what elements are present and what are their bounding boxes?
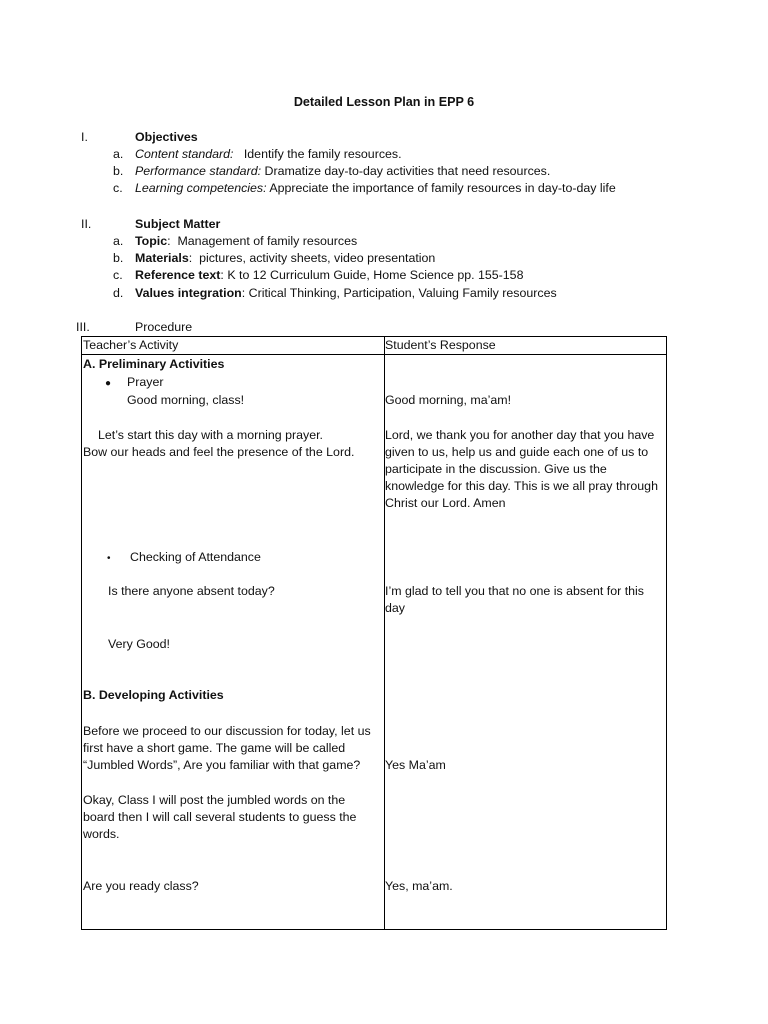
objective-item	[135, 163, 550, 180]
section-numeral-objectives: I.	[81, 130, 88, 144]
student-line: Yes, ma’am.	[385, 879, 453, 893]
subject-label: Values integration	[135, 286, 242, 300]
section-heading-subject: Subject Matter	[135, 217, 221, 231]
subject-item	[135, 267, 523, 284]
objective-letter: c.	[113, 181, 123, 195]
teacher-prayer-item: Prayer	[127, 375, 164, 389]
teacher-line: Are you ready class?	[83, 879, 199, 893]
teacher-line: first have a short game. The game will be called	[83, 741, 346, 755]
teacher-prelim-heading: A. Preliminary Activities	[83, 357, 225, 371]
teacher-line: Let’s start this day with a morning prayer.	[98, 428, 323, 442]
teacher-line: Before we proceed to our discussion for today, let us	[83, 724, 371, 738]
subject-text: Management of family resources	[177, 234, 358, 248]
subject-letter: a.	[113, 234, 124, 248]
teacher-line: board then I will call several students to guess the	[83, 810, 357, 824]
objective-item	[135, 146, 402, 163]
subject-text: pictures, activity sheets, video presentation	[199, 251, 436, 265]
section-heading-objectives: Objectives	[135, 130, 198, 144]
subject-label: Reference text	[135, 268, 221, 282]
subject-letter: d.	[113, 286, 124, 300]
column-divider	[384, 337, 385, 929]
bullet-icon: ●	[105, 378, 112, 389]
bullet-icon: •	[107, 553, 111, 564]
student-line: Christ our Lord. Amen	[385, 496, 506, 510]
objective-label: Content standard:	[135, 147, 234, 161]
teacher-attendance-item: Checking of Attendance	[130, 550, 261, 564]
student-line: day	[385, 601, 405, 615]
procedure-table	[81, 336, 667, 930]
teacher-line: “Jumbled Words”, Are you familiar with that game?	[83, 758, 361, 772]
objective-letter: b.	[113, 164, 124, 178]
header-divider	[82, 354, 666, 355]
subject-sep: :	[241, 286, 246, 300]
objective-text: Dramatize day-to-day activities that need resources.	[264, 164, 551, 178]
teacher-developing-heading: B. Developing Activities	[83, 688, 224, 702]
teacher-line: Good morning, class!	[127, 393, 245, 407]
teacher-line: Bow our heads and feel the presence of the Lord.	[83, 445, 355, 459]
subject-item	[135, 233, 357, 250]
student-line: given to us, help us and guide each one of us to	[385, 445, 649, 459]
objective-item	[135, 180, 616, 197]
teacher-line: Okay, Class I will post the jumbled words on the	[83, 793, 346, 807]
subject-label: Materials	[135, 251, 189, 265]
subject-text: K to 12 Curriculum Guide, Home Science pp. 155-158	[227, 268, 524, 282]
document-title: Detailed Lesson Plan in EPP 6	[293, 95, 475, 109]
column-header-teacher: Teacher’s Activity	[83, 338, 179, 352]
subject-item	[135, 250, 435, 267]
subject-sep: :	[188, 251, 193, 265]
objective-text: Identify the family resources.	[243, 147, 402, 161]
objective-letter: a.	[113, 147, 124, 161]
teacher-line: Is there anyone absent today?	[108, 584, 275, 598]
objective-text: Appreciate the importance of family resources in day-to-day life	[269, 181, 616, 195]
teacher-line: Very Good!	[108, 637, 170, 651]
subject-item	[135, 285, 557, 302]
subject-sep: :	[167, 234, 171, 248]
objective-label: Performance standard:	[135, 164, 262, 178]
teacher-line: words.	[83, 827, 120, 841]
subject-label: Topic	[135, 234, 168, 248]
student-line: participate in the discussion. Give us the	[385, 462, 607, 476]
subject-letter: b.	[113, 251, 124, 265]
student-line: Lord, we thank you for another day that you have	[385, 428, 655, 442]
subject-text: Critical Thinking, Participation, Valuing Family resources	[248, 286, 557, 300]
student-line: Good morning, ma’am!	[385, 393, 512, 407]
student-line: I’m glad to tell you that no one is absent for this	[385, 584, 644, 598]
subject-sep: :	[220, 268, 224, 282]
section-numeral-procedure: III.	[76, 320, 90, 334]
section-heading-procedure: Procedure	[135, 320, 193, 334]
column-header-student: Student’s Response	[385, 338, 496, 352]
subject-letter: c.	[113, 268, 123, 282]
student-line: Yes Ma’am	[385, 758, 446, 772]
student-line: knowledge for this day. This is we all pray through	[385, 479, 658, 493]
objective-label: Learning competencies:	[135, 181, 267, 195]
section-numeral-subject: II.	[81, 217, 92, 231]
